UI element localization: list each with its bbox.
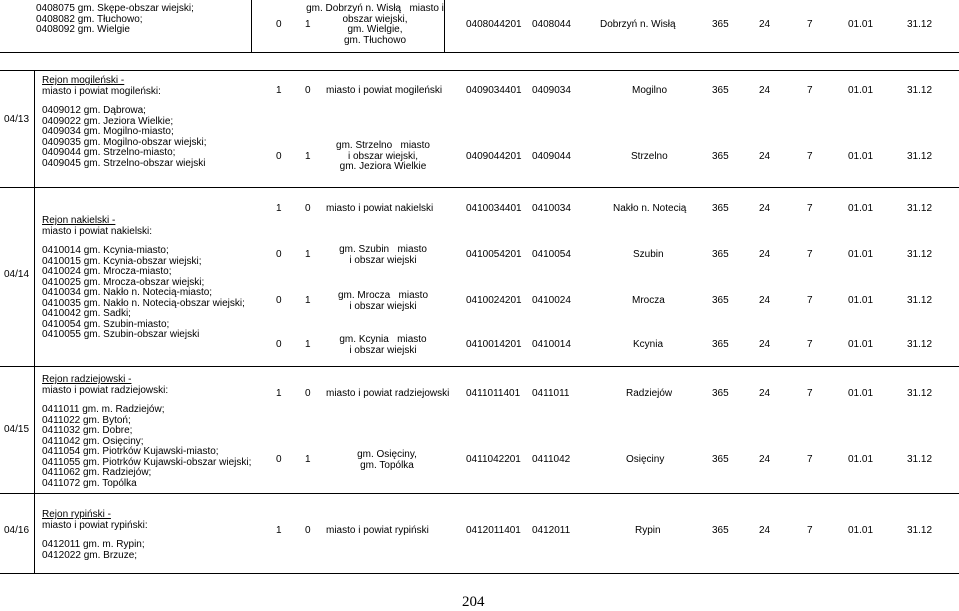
row-days: 365 xyxy=(712,525,729,536)
row-a: 0 xyxy=(276,454,282,465)
row-from: 01.01 xyxy=(848,339,874,350)
row-municipality: gm. Dobrzyń n. Wisłą miasto i obszar wiejski, gm. Wielgie, gm. Tłuchowo xyxy=(306,3,444,46)
district-list: 0411011 gm. m. Radziejów; 0411022 gm. Bytoń; 0411032 gm. Dobre; 0411042 gm. Osięciny; 0411054 gm. Piotrków Kujawski-miasto; 0411055 gm. Piotrków Kujawski-obszar wiejski; 0411062 gm. Radziejów; 0411072 gm. Topólka xyxy=(42,404,252,489)
row-from: 01.01 xyxy=(848,249,874,260)
rejon-subtitle: miasto i powiat radziejowski: xyxy=(42,385,169,396)
row-b: 1 xyxy=(305,151,311,162)
row-hours: 24 xyxy=(759,151,771,162)
row-seat: Radziejów xyxy=(626,388,673,399)
row-n: 7 xyxy=(807,454,813,465)
rejon-subtitle: miasto i powiat mogileński: xyxy=(42,86,161,97)
row-from: 01.01 xyxy=(848,295,874,306)
row-code1: 0410024201 xyxy=(466,295,522,306)
section-id: 04/16 xyxy=(4,525,30,536)
rule xyxy=(0,493,959,494)
district-list: 0412011 gm. m. Rypin; 0412022 gm. Brzuze; xyxy=(42,539,145,561)
col-divider xyxy=(251,0,252,52)
row-to: 31.12 xyxy=(907,85,933,96)
row-code1: 0408044201 xyxy=(466,19,522,30)
col-divider xyxy=(34,70,35,573)
row-n: 7 xyxy=(807,339,813,350)
row-seat: Dobrzyń n. Wisłą xyxy=(600,19,676,30)
rejon-subtitle: miasto i powiat nakielski: xyxy=(42,226,153,237)
row-from: 01.01 xyxy=(848,203,874,214)
row-a: 0 xyxy=(276,339,282,350)
top-districts: 0408075 gm. Skępe-obszar wiejski; 0408082 gm. Tłuchowo; 0408092 gm. Wielgie xyxy=(36,3,194,35)
row-hours: 24 xyxy=(759,339,771,350)
row-municipality: miasto i powiat radziejowski xyxy=(326,388,450,399)
row-n: 7 xyxy=(807,249,813,260)
section-id: 04/15 xyxy=(4,424,30,435)
row-n: 7 xyxy=(807,388,813,399)
row-municipality: gm. Mrocza miasto i obszar wiejski xyxy=(337,290,429,312)
row-n: 7 xyxy=(807,295,813,306)
row-b: 1 xyxy=(305,454,311,465)
row-to: 31.12 xyxy=(907,339,933,350)
row-b: 1 xyxy=(305,19,311,30)
row-municipality: gm. Kcynia miasto i obszar wiejski xyxy=(339,334,427,356)
col-divider xyxy=(444,0,445,52)
rejon-subtitle: miasto i powiat rypiński: xyxy=(42,520,148,531)
row-days: 365 xyxy=(712,454,729,465)
district-list: 0409012 gm. Dąbrowa; 0409022 gm. Jeziora Wielkie; 0409034 gm. Mogilno-miasto; 0409035 gm. Mogilno-obszar wiejski; 0409044 gm. Strzelno-miasto; 0409045 gm. Strzelno-obszar wiejski xyxy=(42,105,207,169)
row-seat: Rypin xyxy=(635,525,661,536)
row-b: 0 xyxy=(305,85,311,96)
row-code2: 0409034 xyxy=(532,85,571,96)
row-seat: Kcynia xyxy=(633,339,664,350)
rejon-title: Rejon rypiński - xyxy=(42,509,111,520)
row-b: 0 xyxy=(305,203,311,214)
row-n: 7 xyxy=(807,19,813,30)
row-b: 1 xyxy=(305,249,311,260)
row-code2: 0409044 xyxy=(532,151,571,162)
row-to: 31.12 xyxy=(907,388,933,399)
row-code1: 0411011401 xyxy=(466,388,521,399)
rule xyxy=(0,573,959,574)
row-code2: 0410054 xyxy=(532,249,571,260)
row-a: 1 xyxy=(276,525,282,536)
row-code1: 0409044201 xyxy=(466,151,522,162)
rejon-title: Rejon nakielski - xyxy=(42,215,116,226)
row-days: 365 xyxy=(712,203,729,214)
page-number: 204 xyxy=(462,594,485,610)
row-seat: Szubin xyxy=(633,249,664,260)
row-municipality: miasto i powiat rypiński xyxy=(326,525,429,536)
row-hours: 24 xyxy=(759,454,771,465)
row-code1: 0410034401 xyxy=(466,203,522,214)
row-from: 01.01 xyxy=(848,454,874,465)
row-to: 31.12 xyxy=(907,151,933,162)
section-id: 04/14 xyxy=(4,269,30,280)
row-code2: 0410024 xyxy=(532,295,571,306)
row-b: 0 xyxy=(305,388,311,399)
row-code1: 0412011401 xyxy=(466,525,521,536)
rule xyxy=(0,366,959,367)
row-a: 1 xyxy=(276,85,282,96)
row-seat: Osięciny xyxy=(626,454,665,465)
section-id: 04/13 xyxy=(4,114,30,125)
row-a: 0 xyxy=(276,151,282,162)
row-municipality: miasto i powiat nakielski xyxy=(326,203,434,214)
row-code1: 0411042201 xyxy=(466,454,521,465)
row-b: 0 xyxy=(305,525,311,536)
row-seat: Mrocza xyxy=(632,295,665,306)
row-municipality: gm. Szubin miasto i obszar wiejski xyxy=(339,244,427,266)
rule xyxy=(0,187,959,188)
row-to: 31.12 xyxy=(907,454,933,465)
row-hours: 24 xyxy=(759,388,771,399)
row-seat: Nakło n. Notecią xyxy=(613,203,687,214)
row-n: 7 xyxy=(807,525,813,536)
row-to: 31.12 xyxy=(907,525,933,536)
row-code2: 0412011 xyxy=(532,525,571,536)
row-hours: 24 xyxy=(759,19,771,30)
row-days: 365 xyxy=(712,339,729,350)
row-days: 365 xyxy=(712,388,729,399)
row-municipality: gm. Osięciny, gm. Topólka xyxy=(357,449,417,471)
row-to: 31.12 xyxy=(907,295,933,306)
row-from: 01.01 xyxy=(848,19,874,30)
row-hours: 24 xyxy=(759,525,771,536)
row-hours: 24 xyxy=(759,203,771,214)
row-days: 365 xyxy=(712,151,729,162)
row-b: 1 xyxy=(305,295,311,306)
row-from: 01.01 xyxy=(848,388,874,399)
row-a: 1 xyxy=(276,388,282,399)
row-days: 365 xyxy=(712,19,729,30)
row-municipality: gm. Strzelno miasto i obszar wiejski, gm. Jeziora Wielkie xyxy=(336,140,430,172)
row-days: 365 xyxy=(712,249,729,260)
rejon-title: Rejon mogileński - xyxy=(42,75,125,86)
row-n: 7 xyxy=(807,203,813,214)
rule xyxy=(0,52,959,53)
row-municipality: miasto i powiat mogileński xyxy=(326,85,443,96)
row-code2: 0410014 xyxy=(532,339,571,350)
rejon-title: Rejon radziejowski - xyxy=(42,374,132,385)
row-a: 1 xyxy=(276,203,282,214)
row-code1: 0409034401 xyxy=(466,85,522,96)
row-seat: Mogilno xyxy=(632,85,668,96)
row-a: 0 xyxy=(276,19,282,30)
row-hours: 24 xyxy=(759,295,771,306)
row-b: 1 xyxy=(305,339,311,350)
row-days: 365 xyxy=(712,295,729,306)
row-code1: 0410014201 xyxy=(466,339,522,350)
row-seat: Strzelno xyxy=(631,151,668,162)
row-to: 31.12 xyxy=(907,19,933,30)
row-code2: 0408044 xyxy=(532,19,571,30)
row-code2: 0411042 xyxy=(532,454,571,465)
row-from: 01.01 xyxy=(848,151,874,162)
row-a: 0 xyxy=(276,249,282,260)
row-n: 7 xyxy=(807,85,813,96)
row-to: 31.12 xyxy=(907,249,933,260)
row-code1: 0410054201 xyxy=(466,249,522,260)
row-a: 0 xyxy=(276,295,282,306)
row-hours: 24 xyxy=(759,85,771,96)
row-code2: 0411011 xyxy=(532,388,570,399)
row-hours: 24 xyxy=(759,249,771,260)
row-code2: 0410034 xyxy=(532,203,571,214)
row-n: 7 xyxy=(807,151,813,162)
row-from: 01.01 xyxy=(848,525,874,536)
row-days: 365 xyxy=(712,85,729,96)
district-list: 0410014 gm. Kcynia-miasto; 0410015 gm. Kcynia-obszar wiejski; 0410024 gm. Mrocza-miasto; 0410025 gm. Mrocza-obszar wiejski; 0410034 gm. Nakło n. Notecią-miasto; 0410035 gm. Nakło n. Notecią-obszar wiejski; 0410042 gm. Sadki; 0410054 gm. Szubin-miasto; 0410055 gm. Szubin-obszar wiejski xyxy=(42,245,245,340)
rule xyxy=(0,70,959,71)
row-from: 01.01 xyxy=(848,85,874,96)
row-to: 31.12 xyxy=(907,203,933,214)
